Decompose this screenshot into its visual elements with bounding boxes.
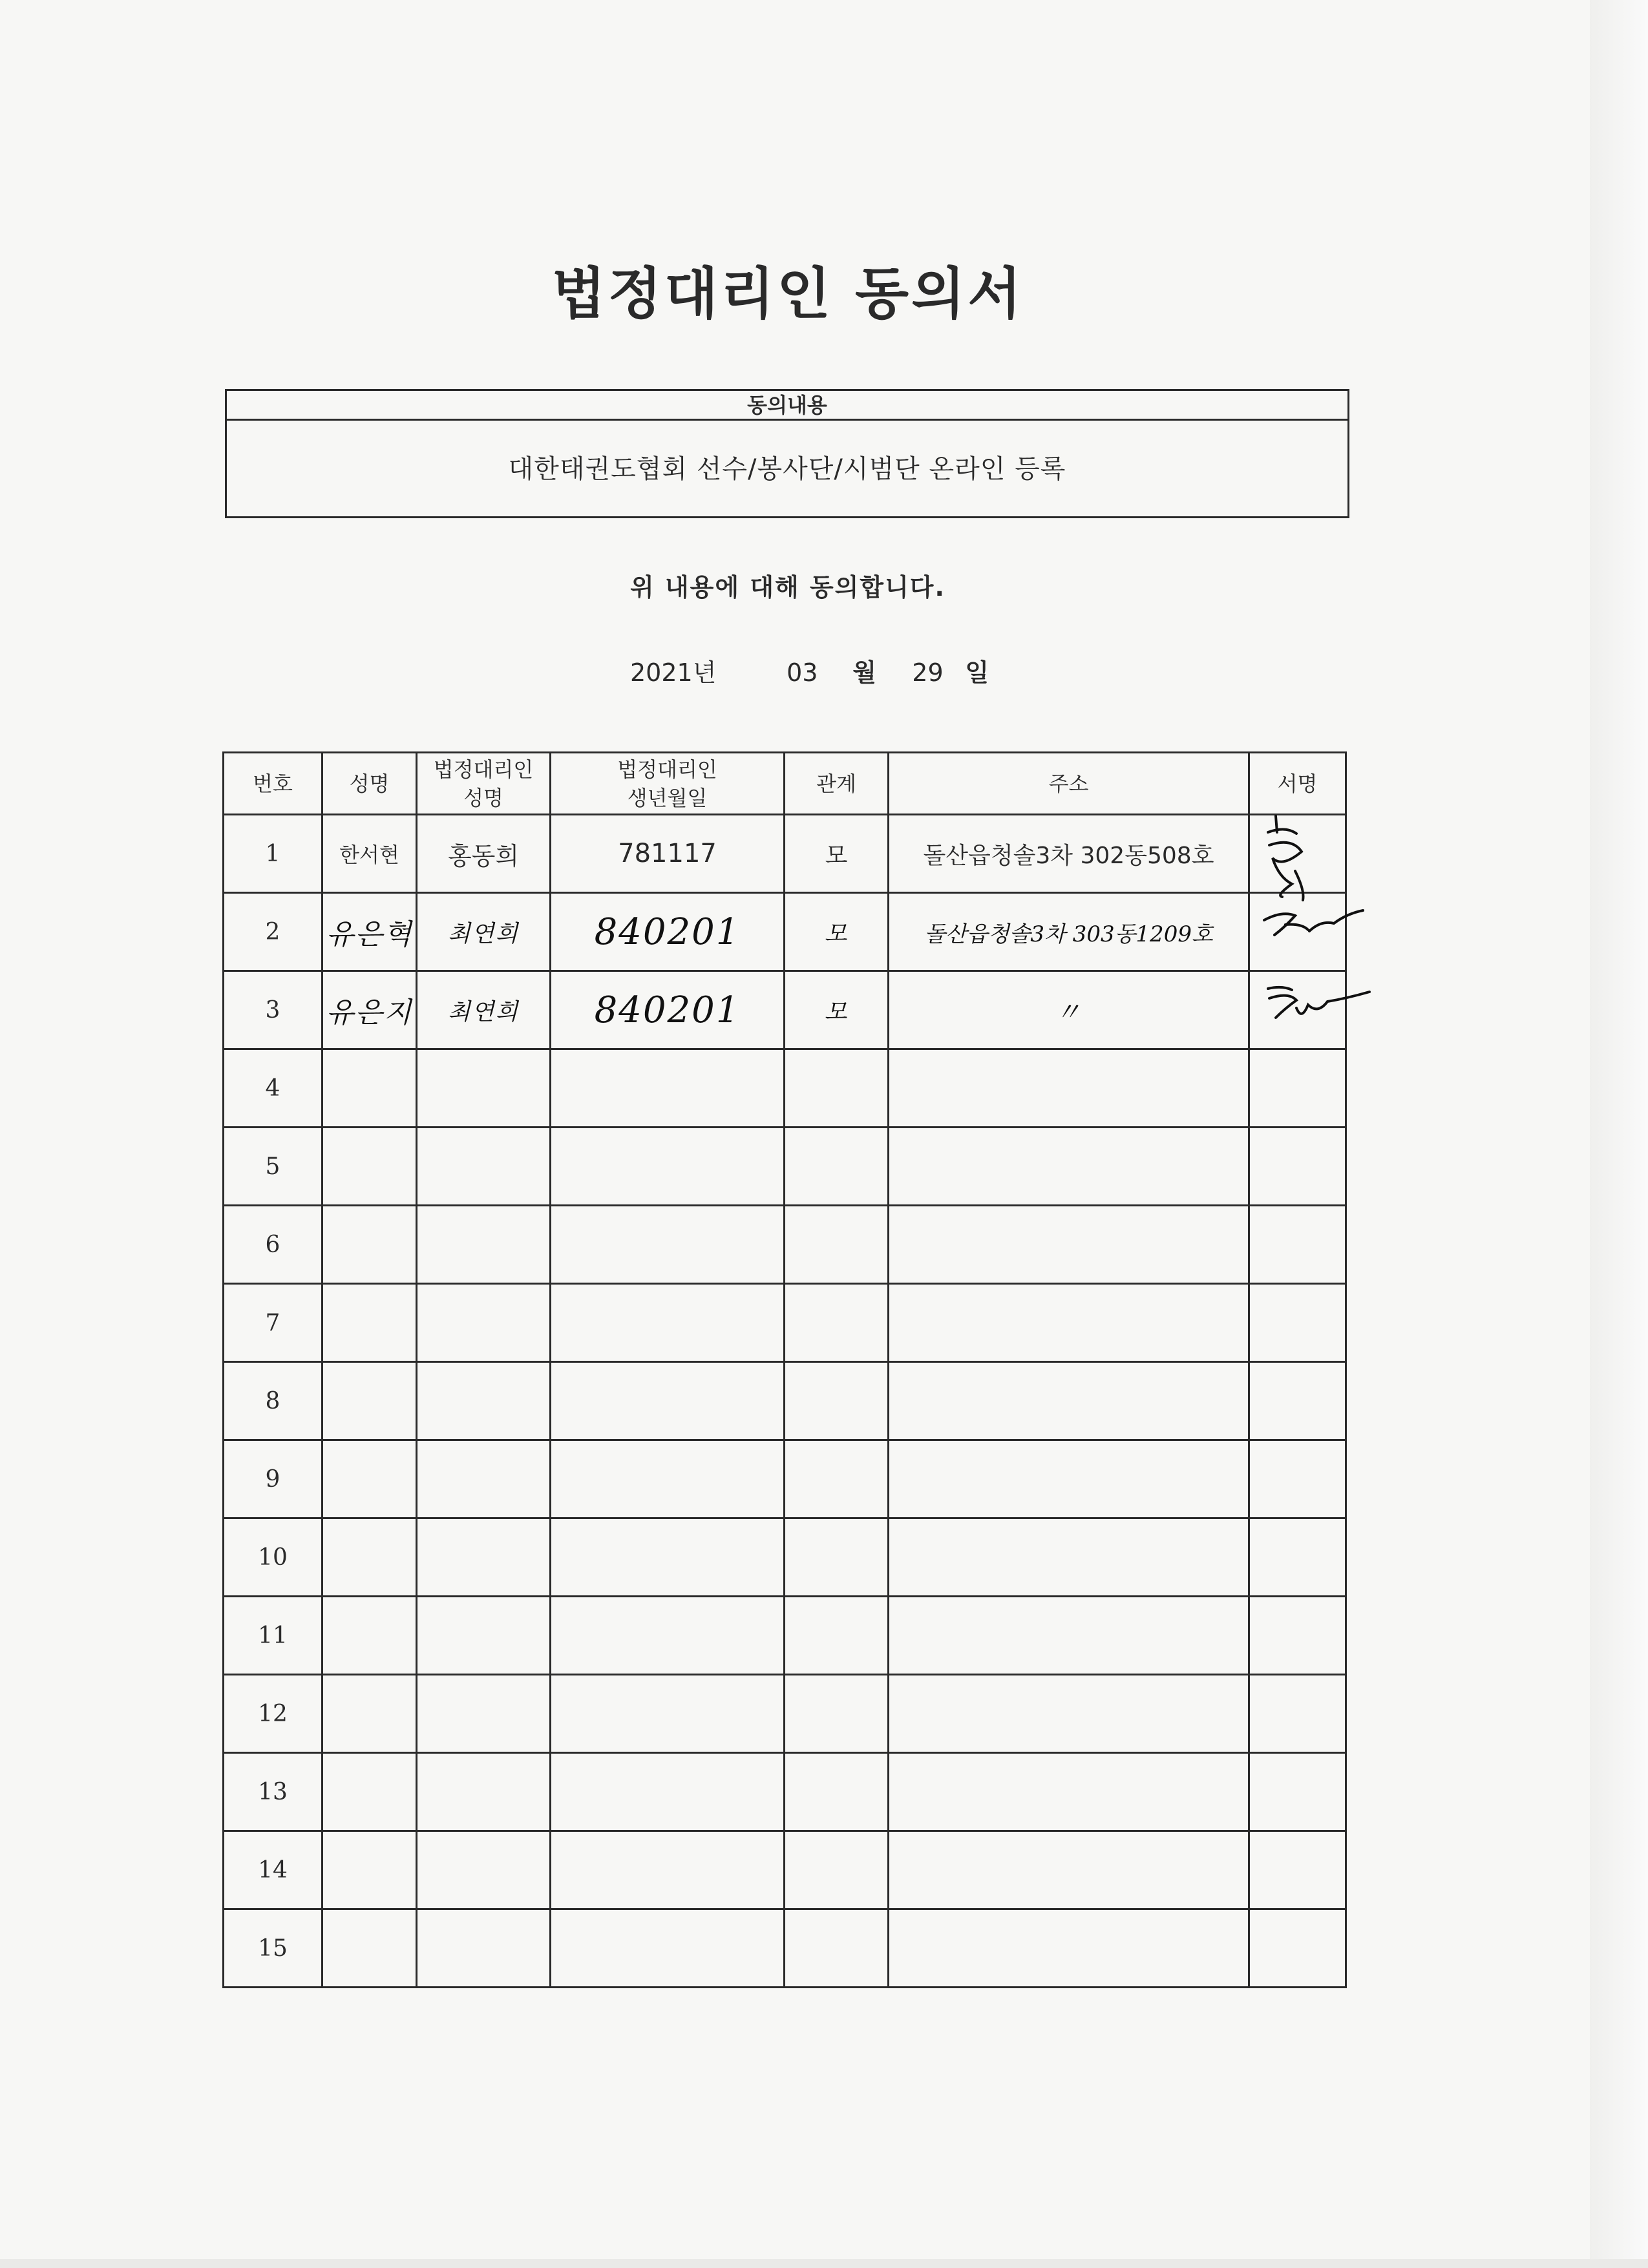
cell-relation <box>785 1831 889 1909</box>
header-guardian-name-line2: 성명 <box>463 785 503 810</box>
table-row <box>224 1518 1346 1597</box>
signature-mark <box>1256 963 1386 1040</box>
cell-guardian <box>417 1362 551 1440</box>
header-guardian-birth-line2: 생년월일 <box>627 785 708 810</box>
cell-name <box>322 1049 417 1128</box>
cell-number: 15 <box>224 1909 322 1988</box>
cell-address <box>889 1206 1249 1284</box>
cell-name <box>322 1362 417 1440</box>
cell-number: 7 <box>224 1284 322 1362</box>
date-month: 03 <box>787 658 818 687</box>
cell-signature <box>1249 893 1346 971</box>
header-signature: 서명 <box>1249 753 1346 815</box>
cell-name <box>322 1831 417 1909</box>
cell-birth <box>551 1831 785 1909</box>
cell-birth <box>551 1206 785 1284</box>
consent-content: 대한태권도협회 선수/봉사단/시범단 온라인 등록 <box>508 454 1066 484</box>
cell-name: 유은혁 <box>322 893 417 971</box>
cell-birth <box>551 1597 785 1675</box>
cell-relation <box>785 1128 889 1206</box>
cell-relation <box>785 1675 889 1753</box>
cell-address <box>889 1831 1249 1909</box>
cell-signature <box>1249 1440 1346 1518</box>
date-year: 2021년 <box>630 658 717 687</box>
table-row <box>224 971 1346 1049</box>
cell-signature <box>1249 1284 1346 1362</box>
cell-guardian <box>417 1753 551 1831</box>
cell-name: 유은지 <box>322 971 417 1049</box>
cell-relation <box>785 1518 889 1597</box>
cell-address <box>889 1597 1249 1675</box>
cell-guardian <box>417 1518 551 1597</box>
cell-name <box>322 1128 417 1206</box>
cell-address <box>889 1362 1249 1440</box>
cell-number: 12 <box>224 1675 322 1753</box>
cell-name <box>322 1675 417 1753</box>
header-guardian-name <box>417 753 551 815</box>
header-relation: 관계 <box>785 753 889 815</box>
cell-signature <box>1249 1753 1346 1831</box>
cell-signature <box>1249 1206 1346 1284</box>
cell-relation <box>785 1206 889 1284</box>
cell-signature <box>1249 1831 1346 1909</box>
cell-relation <box>785 1362 889 1440</box>
cell-number: 2 <box>224 893 322 971</box>
date-day-unit: 일 <box>965 658 989 687</box>
cell-number: 6 <box>224 1206 322 1284</box>
date-month-unit: 월 <box>852 658 876 687</box>
cell-guardian <box>417 1440 551 1518</box>
cell-guardian <box>417 1049 551 1128</box>
cell-birth <box>551 1518 785 1597</box>
cell-number: 14 <box>224 1831 322 1909</box>
table-row <box>224 1206 1346 1284</box>
cell-birth <box>551 1128 785 1206</box>
roster-table <box>222 751 1347 1988</box>
cell-guardian <box>417 1909 551 1988</box>
header-name: 성명 <box>322 753 417 815</box>
cell-number: 4 <box>224 1049 322 1128</box>
cell-birth <box>551 1440 785 1518</box>
cell-address: 돌산읍청솔3차 302동508호 <box>889 815 1249 893</box>
header-guardian-name-line1: 법정대리인 <box>433 757 534 782</box>
cell-address: 〃 <box>889 971 1249 1049</box>
cell-address <box>889 1909 1249 1988</box>
cell-relation <box>785 1909 889 1988</box>
cell-guardian <box>417 1831 551 1909</box>
cell-signature <box>1249 1049 1346 1128</box>
cell-number: 1 <box>224 815 322 893</box>
table-row <box>224 1909 1346 1988</box>
cell-address <box>889 1518 1249 1597</box>
consent-heading: 동의내용 <box>227 391 1347 421</box>
cell-name <box>322 1440 417 1518</box>
cell-birth: 840201 <box>551 971 785 1049</box>
cell-birth <box>551 1362 785 1440</box>
cell-guardian: 홍동희 <box>417 815 551 893</box>
cell-signature <box>1249 1675 1346 1753</box>
cell-relation <box>785 1440 889 1518</box>
cell-name <box>322 1753 417 1831</box>
cell-address <box>889 1284 1249 1362</box>
table-header-row <box>224 753 1346 815</box>
cell-signature <box>1249 1128 1346 1206</box>
table-row <box>224 1597 1346 1675</box>
cell-relation <box>785 1284 889 1362</box>
cell-guardian <box>417 1597 551 1675</box>
cell-number: 3 <box>224 971 322 1049</box>
cell-guardian <box>417 1675 551 1753</box>
cell-birth <box>551 1284 785 1362</box>
cell-name <box>322 1284 417 1362</box>
signature-mark <box>1256 885 1386 962</box>
table-row <box>224 1362 1346 1440</box>
header-number: 번호 <box>224 753 322 815</box>
cell-signature <box>1249 1909 1346 1988</box>
cell-guardian <box>417 1128 551 1206</box>
table-row <box>224 1440 1346 1518</box>
cell-name <box>322 1597 417 1675</box>
cell-birth <box>551 1675 785 1753</box>
cell-address <box>889 1440 1249 1518</box>
cell-signature <box>1249 971 1346 1049</box>
cell-relation <box>785 1049 889 1128</box>
cell-signature <box>1249 1597 1346 1675</box>
consent-box <box>225 389 1349 518</box>
cell-birth <box>551 1049 785 1128</box>
document-title: 법정대리인 동의서 <box>551 262 1024 326</box>
cell-number: 11 <box>224 1597 322 1675</box>
cell-number: 13 <box>224 1753 322 1831</box>
cell-relation: 모 <box>785 971 889 1049</box>
date-line <box>630 653 989 688</box>
cell-guardian <box>417 1206 551 1284</box>
cell-address <box>889 1049 1249 1128</box>
table-row <box>224 1675 1346 1753</box>
cell-number: 5 <box>224 1128 322 1206</box>
cell-signature <box>1249 1362 1346 1440</box>
cell-number: 9 <box>224 1440 322 1518</box>
table-row <box>224 1831 1346 1909</box>
cell-guardian: 최연희 <box>417 893 551 971</box>
cell-number: 10 <box>224 1518 322 1597</box>
header-guardian-birth-line1: 법정대리인 <box>617 757 717 782</box>
header-address: 주소 <box>889 753 1249 815</box>
table-row <box>224 1128 1346 1206</box>
cell-address <box>889 1675 1249 1753</box>
date-day: 29 <box>912 658 944 687</box>
cell-relation <box>785 1753 889 1831</box>
cell-address: 돌산읍청솔3차 303동1209호 <box>889 893 1249 971</box>
cell-name <box>322 1206 417 1284</box>
cell-name <box>322 1909 417 1988</box>
cell-name <box>322 1518 417 1597</box>
cell-birth <box>551 1909 785 1988</box>
agreement-text: 위 내용에 대해 동의합니다. <box>630 573 945 602</box>
cell-birth <box>551 1753 785 1831</box>
cell-guardian <box>417 1284 551 1362</box>
cell-birth: 840201 <box>551 893 785 971</box>
cell-relation: 모 <box>785 815 889 893</box>
table-row <box>224 1049 1346 1128</box>
cell-name: 한서현 <box>322 815 417 893</box>
scan-bottom-edge <box>0 2259 1648 2268</box>
cell-number: 8 <box>224 1362 322 1440</box>
cell-signature <box>1249 1518 1346 1597</box>
scan-page-edge <box>1590 0 1648 2268</box>
cell-birth: 781117 <box>551 815 785 893</box>
table-row <box>224 893 1346 971</box>
cell-relation: 모 <box>785 893 889 971</box>
cell-address <box>889 1753 1249 1831</box>
cell-relation <box>785 1597 889 1675</box>
cell-guardian: 최연희 <box>417 971 551 1049</box>
cell-signature <box>1249 815 1346 893</box>
table-row <box>224 1753 1346 1831</box>
table-row <box>224 1284 1346 1362</box>
cell-address <box>889 1128 1249 1206</box>
header-guardian-birth <box>551 753 785 815</box>
table-row <box>224 815 1346 893</box>
